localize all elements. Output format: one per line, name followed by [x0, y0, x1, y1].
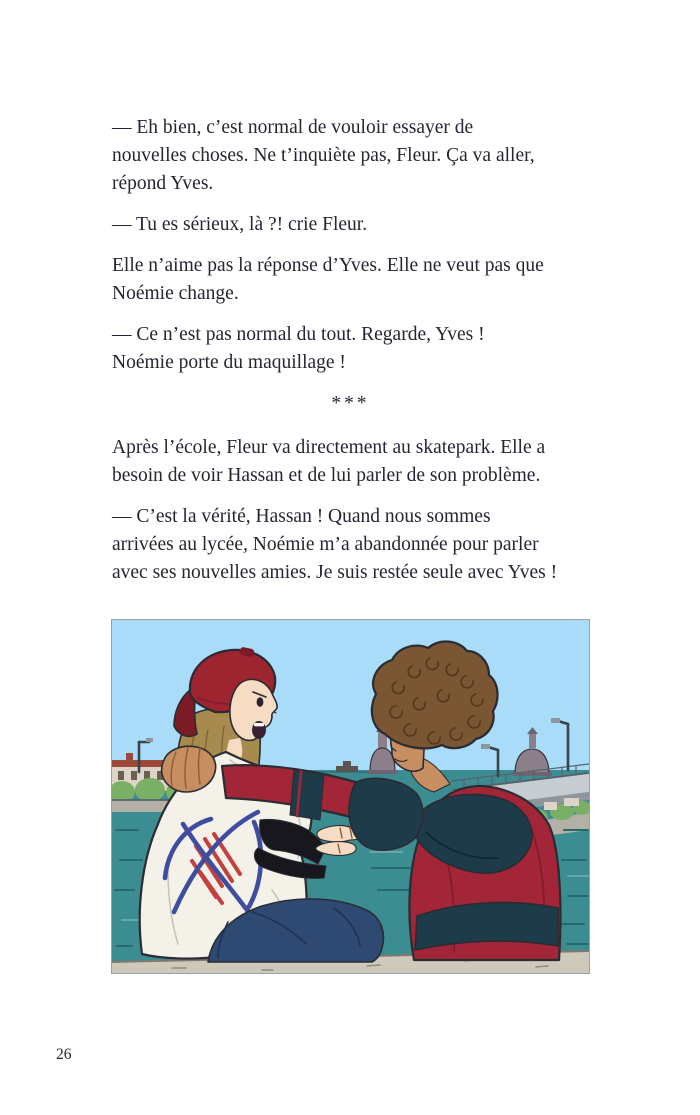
text-line: arrivées au lycée, Noémie m’a abandonnée pour parler [112, 534, 539, 555]
text-line: répond Yves. [112, 173, 214, 194]
text-line: — Eh bien, c’est normal de vouloir essayer de [112, 117, 474, 138]
text-line: Noémie porte du maquillage ! [112, 352, 346, 373]
paragraph-dialogue-fleur-3 [112, 503, 602, 587]
paragraph-narration [112, 252, 602, 308]
text-line: Après l’école, Fleur va directement au skatepark. Elle a [112, 437, 546, 458]
sleeve-stripe-band [290, 770, 324, 820]
story-text [112, 114, 602, 600]
paragraph-narration-2 [112, 434, 602, 490]
text-line: Elle n’aime pas la réponse d’Yves. Elle ne veut pas que [112, 255, 544, 276]
girl-eye [257, 697, 264, 707]
page-number: 26 [56, 1046, 72, 1063]
text-line: — Tu es sérieux, là ?! crie Fleur. [112, 214, 368, 235]
paragraph-dialogue-yves [112, 114, 602, 198]
text-line: nouvelles choses. Ne t’inquiète pas, Fleur. Ça va aller, [112, 145, 535, 166]
riverside-scene [112, 620, 589, 973]
illustration-frame [111, 619, 590, 974]
text-line: Noémie change. [112, 283, 239, 304]
paragraph-dialogue-fleur [112, 211, 602, 239]
tree [135, 778, 165, 802]
boy-hand-on-shoulder [162, 746, 216, 792]
text-line: — C’est la vérité, Hassan ! Quand nous sommes [112, 506, 491, 527]
paragraph-dialogue-fleur-2 [112, 321, 602, 377]
text-line: avec ses nouvelles amies. Je suis restée seule avec Yves ! [112, 562, 558, 583]
section-separator: *** [331, 393, 370, 414]
text-line: — Ce n’est pas normal du tout. Regarde, Yves ! [112, 324, 485, 345]
hood-over-shoulder [349, 778, 423, 850]
text-line: besoin de voir Hassan et de lui parler de son problème. [112, 465, 541, 486]
